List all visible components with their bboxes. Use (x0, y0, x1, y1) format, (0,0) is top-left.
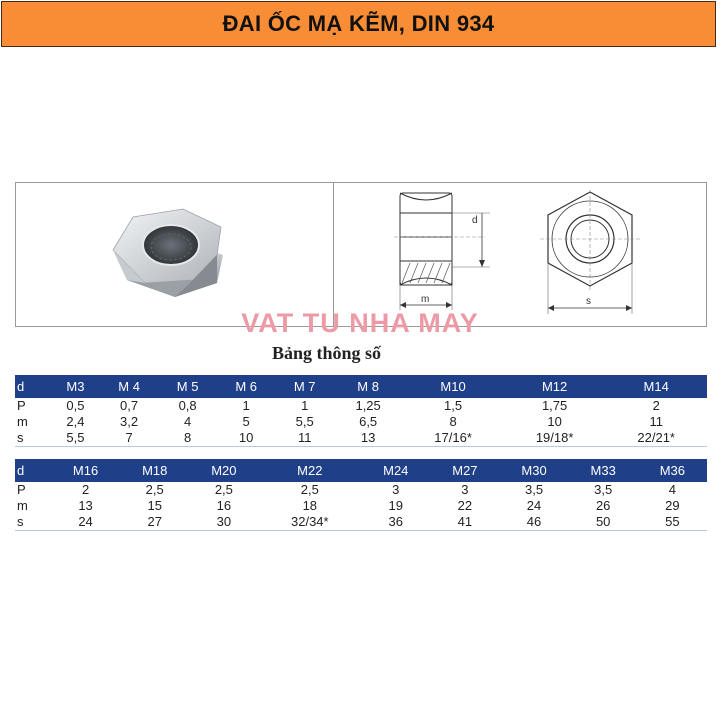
header-cell: M 7 (275, 375, 334, 398)
table-header-row (15, 375, 707, 398)
table-cell: 1 (301, 398, 309, 413)
table-cell: 19 (388, 498, 403, 513)
header-cell: M3 (51, 375, 100, 398)
table-cell: 55 (638, 514, 707, 531)
table-cell: 8 (449, 414, 457, 429)
header-cell: M24 (361, 459, 430, 482)
table-cell: 4 (668, 482, 676, 497)
header-cell: M10 (402, 375, 504, 398)
table-cell: 1,75 (541, 398, 568, 413)
table-cell: 5 (242, 414, 250, 429)
header-cell: M 4 (100, 375, 159, 398)
header-cell: M33 (569, 459, 638, 482)
row-label: m (17, 498, 28, 513)
table-cell: 3,2 (120, 414, 139, 429)
table-cell: 29 (665, 498, 680, 513)
table-cell: 2 (652, 398, 660, 413)
table-cell: 15 (147, 498, 162, 513)
table-cell: 2 (81, 482, 90, 497)
header-cell: M16 (51, 459, 120, 482)
table-cell: 4 (184, 414, 192, 429)
header-cell: d (15, 375, 51, 398)
table-cell: 22/21* (605, 430, 707, 447)
spec-table-1 (15, 375, 707, 447)
header-cell: d (15, 459, 51, 482)
table-row (15, 414, 707, 430)
table-cell: 32/34* (258, 514, 361, 531)
row-label: s (15, 430, 51, 447)
table-cell: 8 (158, 430, 217, 447)
figure-divider (333, 182, 334, 327)
row-label: m (17, 414, 28, 429)
table-cell: 19/18* (504, 430, 606, 447)
label-d: d (472, 215, 478, 226)
table-cell: 18 (302, 498, 318, 513)
table-cell: 11 (649, 414, 663, 429)
table-cell: 16 (216, 498, 232, 513)
table-cell: 3,5 (594, 482, 613, 497)
table-cell: 0,5 (66, 398, 85, 413)
table-cell: 27 (120, 514, 189, 531)
table-cell: 2,4 (66, 414, 85, 429)
table-cell: 5,5 (295, 414, 314, 429)
nut-front-view-drawing (540, 190, 640, 320)
table-row (15, 514, 707, 531)
header-cell: M 8 (334, 375, 402, 398)
row-label: P (17, 482, 26, 497)
table-row (15, 498, 707, 514)
header-cell: M 6 (217, 375, 276, 398)
row-label: s (15, 514, 51, 531)
label-m: m (421, 294, 430, 305)
table-cell: 1,5 (444, 398, 463, 413)
table-cell: 22 (457, 498, 473, 513)
table-cell: 30 (189, 514, 258, 531)
table-cell: 46 (499, 514, 568, 531)
table-cell: 24 (51, 514, 120, 531)
row-label: P (17, 398, 26, 413)
table-cell: 36 (361, 514, 430, 531)
table-cell: 13 (334, 430, 402, 447)
spec-table-2 (15, 459, 707, 531)
table-cell: 50 (569, 514, 638, 531)
header-cell: M27 (430, 459, 499, 482)
table-row (15, 398, 707, 414)
table-cell: 1,25 (355, 398, 381, 413)
header-cell: M22 (258, 459, 361, 482)
table-cell: 2,5 (214, 482, 233, 497)
table-cell: 6,5 (359, 414, 378, 429)
table-cell: 0,8 (178, 398, 197, 413)
header-cell: M36 (638, 459, 707, 482)
table-cell: 10 (217, 430, 276, 447)
title-bar (1, 1, 716, 47)
nut-side-view-drawing (390, 185, 500, 315)
table-cell: 3 (461, 482, 469, 497)
header-cell: M20 (189, 459, 258, 482)
hex-nut-photo (105, 205, 230, 305)
table-cell: 11 (275, 430, 334, 447)
table-cell: 5,5 (51, 430, 100, 447)
page-title: ĐAI ỐC MẠ KẼM, DIN 934 (222, 11, 495, 36)
table-cell: 17/16* (402, 430, 504, 447)
table-cell: 26 (595, 498, 611, 513)
table-caption: Bảng thông số (272, 343, 382, 363)
table-header-row (15, 459, 707, 482)
table-row (15, 430, 707, 447)
table-cell: 2,5 (300, 482, 319, 497)
table-row (15, 482, 707, 498)
header-cell: M12 (504, 375, 606, 398)
table-cell: 7 (100, 430, 159, 447)
watermark-text: VAT TU NHA MAY (241, 308, 479, 338)
table-cell: 2,5 (145, 482, 164, 497)
header-cell: M30 (499, 459, 568, 482)
header-cell: M 5 (158, 375, 217, 398)
header-cell: M18 (120, 459, 189, 482)
table-cell: 3,5 (525, 482, 544, 497)
header-cell: M14 (605, 375, 707, 398)
table-cell: 24 (526, 498, 542, 513)
table-cell: 0,7 (120, 398, 139, 413)
table-cell: 3 (392, 482, 400, 497)
table-cell: 1 (242, 398, 250, 413)
label-s: s (586, 296, 591, 307)
table-cell: 41 (430, 514, 499, 531)
table-cell: 13 (78, 498, 93, 513)
table-cell: 10 (547, 414, 562, 429)
